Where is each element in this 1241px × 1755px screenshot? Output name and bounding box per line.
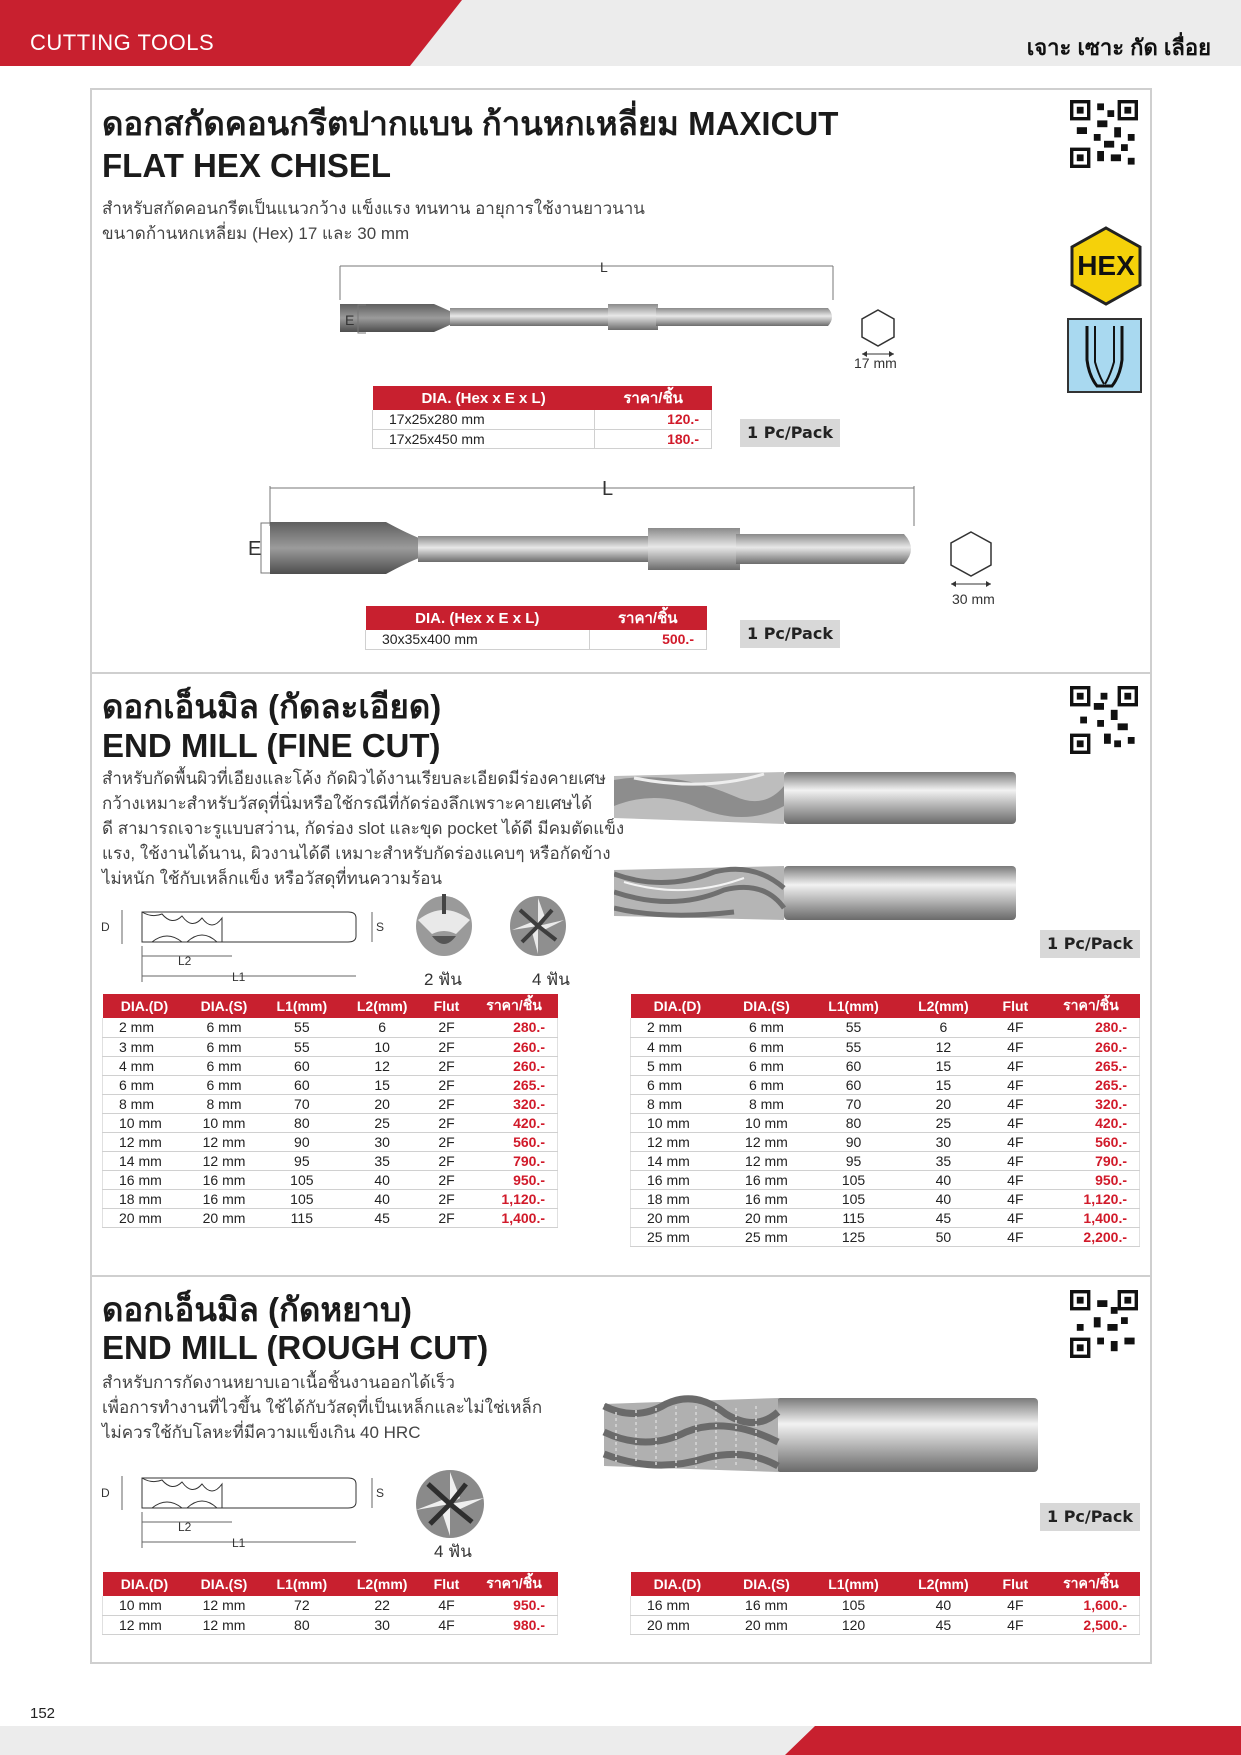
table-row bbox=[631, 1056, 1140, 1075]
table-cell: 105 bbox=[262, 1170, 342, 1189]
table-cell: 115 bbox=[809, 1208, 899, 1227]
price-cell: 1,600.- bbox=[1042, 1596, 1139, 1615]
rough-right-price-table bbox=[630, 1572, 1140, 1635]
table-cell: 55 bbox=[262, 1018, 342, 1037]
table-cell: 20 mm bbox=[724, 1615, 808, 1634]
price-cell: 260.- bbox=[471, 1056, 558, 1075]
price-cell: 790.- bbox=[471, 1151, 558, 1170]
table-cell: 105 bbox=[809, 1189, 899, 1208]
price-cell: 260.- bbox=[1042, 1037, 1139, 1056]
table-cell: 4F bbox=[988, 1075, 1042, 1094]
header-subtitle: เจาะ เซาะ กัด เลื่อย bbox=[1026, 35, 1211, 60]
table-cell: 95 bbox=[262, 1151, 342, 1170]
table-cell: 10 mm bbox=[103, 1596, 187, 1615]
table-row: 17x25x280 mm 120.- bbox=[373, 410, 712, 429]
table-cell: 4 mm bbox=[631, 1037, 725, 1056]
flute-4-label: 4 ฟัน bbox=[532, 970, 570, 989]
price-cell: 260.- bbox=[471, 1037, 558, 1056]
table-cell: 6 bbox=[342, 1018, 422, 1037]
table-cell: 6 mm bbox=[186, 1018, 261, 1037]
table-cell: 40 bbox=[898, 1596, 988, 1615]
table-cell: 22 bbox=[342, 1596, 422, 1615]
table-cell: 6 mm bbox=[724, 1037, 808, 1056]
table-cell: 4F bbox=[988, 1208, 1042, 1227]
col-l1-header: L1(mm) bbox=[262, 994, 342, 1018]
table-cell: 6 bbox=[898, 1018, 988, 1037]
flute-4-photo bbox=[506, 890, 570, 958]
price-cell: 1,120.- bbox=[471, 1189, 558, 1208]
table-cell: 4F bbox=[988, 1132, 1042, 1151]
chisel-large-L-label: L bbox=[602, 478, 614, 500]
table-cell: 2F bbox=[422, 1113, 470, 1132]
table-cell: 55 bbox=[809, 1018, 899, 1037]
dim-L2-label: L2 bbox=[178, 954, 192, 968]
table-cell: 12 mm bbox=[186, 1615, 261, 1634]
col-dia-d-header: DIA.(D) bbox=[631, 1572, 725, 1596]
table-row bbox=[103, 1189, 558, 1208]
table-cell: 105 bbox=[262, 1189, 342, 1208]
table-cell: 45 bbox=[342, 1208, 422, 1227]
table-cell: 80 bbox=[262, 1113, 342, 1132]
table-cell: 2F bbox=[422, 1018, 470, 1037]
col-l2-header: L2(mm) bbox=[342, 994, 422, 1018]
col-dia-d-header: DIA.(D) bbox=[103, 1572, 187, 1596]
dim-S-label: S bbox=[376, 1486, 385, 1500]
chisel-small-drawing bbox=[338, 256, 838, 356]
endmill-2f-photo bbox=[614, 766, 1018, 828]
table-cell: 12 mm bbox=[186, 1132, 261, 1151]
table-cell: 10 mm bbox=[103, 1113, 187, 1132]
table-cell: 4F bbox=[988, 1056, 1042, 1075]
table-row bbox=[631, 1151, 1140, 1170]
table-cell: 4F bbox=[988, 1037, 1042, 1056]
table-row: 30x35x400 mm 500.- bbox=[366, 630, 707, 649]
col-l1-header: L1(mm) bbox=[809, 1572, 899, 1596]
table-cell: 95 bbox=[809, 1151, 899, 1170]
col-l1-header: L1(mm) bbox=[809, 994, 899, 1018]
table-cell: 2F bbox=[422, 1132, 470, 1151]
table-cell: 2F bbox=[422, 1075, 470, 1094]
flute-4-rough-photo bbox=[410, 1464, 490, 1540]
table-cell: 105 bbox=[809, 1170, 899, 1189]
table-row bbox=[631, 1596, 1140, 1615]
table-cell: 6 mm bbox=[724, 1018, 808, 1037]
table-cell: 8 mm bbox=[631, 1094, 725, 1113]
section-divider bbox=[90, 1275, 1152, 1277]
table-cell: 40 bbox=[342, 1189, 422, 1208]
table-cell: 45 bbox=[898, 1615, 988, 1634]
col-dia-d-header: DIA.(D) bbox=[631, 994, 725, 1018]
table-cell: 2 mm bbox=[631, 1018, 725, 1037]
table-cell: 2F bbox=[422, 1189, 470, 1208]
price-cell: 950.- bbox=[471, 1170, 558, 1189]
col-dia-s-header: DIA.(S) bbox=[724, 1572, 808, 1596]
chisel-17-pack-badge: 1 Pc/Pack bbox=[740, 419, 840, 447]
table-cell: 12 mm bbox=[724, 1151, 808, 1170]
table-row bbox=[103, 1056, 558, 1075]
table-cell: 16 mm bbox=[724, 1189, 808, 1208]
hex-section-large-icon bbox=[948, 530, 994, 590]
chisel-large-drawing bbox=[268, 474, 918, 604]
table-row bbox=[103, 1170, 558, 1189]
table-row bbox=[103, 1208, 558, 1227]
chisel-small-L-label: L bbox=[600, 259, 608, 275]
table-cell: 18 mm bbox=[103, 1189, 187, 1208]
col-price-header: ราคา/ชิ้น bbox=[595, 386, 712, 410]
col-dia-header: DIA. (Hex x E x L) bbox=[366, 606, 590, 630]
chisel-large-E-label: E bbox=[248, 538, 262, 560]
table-cell: 16 mm bbox=[724, 1170, 808, 1189]
table-cell: 8 mm bbox=[724, 1094, 808, 1113]
table-cell: 60 bbox=[262, 1075, 342, 1094]
table-cell: 4F bbox=[988, 1615, 1042, 1634]
chisel-desc-1: สำหรับสกัดคอนกรีตเป็นแนวกว้าง แข็งแรง ทนทาน อายุการใช้งานยาวนาน bbox=[102, 199, 645, 218]
table-cell: 30 bbox=[342, 1132, 422, 1151]
table-cell: 4F bbox=[422, 1596, 470, 1615]
table-row bbox=[631, 1037, 1140, 1056]
table-cell: 4F bbox=[988, 1151, 1042, 1170]
table-cell: 6 mm bbox=[631, 1075, 725, 1094]
price-cell: 1,120.- bbox=[1042, 1189, 1139, 1208]
col-price-header: ราคา/ชิ้น bbox=[1042, 1572, 1139, 1596]
col-price-header: ราคา/ชิ้น bbox=[471, 1572, 558, 1596]
table-cell: 20 mm bbox=[724, 1208, 808, 1227]
price-cell: 950.- bbox=[1042, 1170, 1139, 1189]
table-cell: 72 bbox=[262, 1596, 342, 1615]
table-cell: 4F bbox=[422, 1615, 470, 1634]
table-cell: 60 bbox=[809, 1075, 899, 1094]
table-cell: 10 mm bbox=[724, 1113, 808, 1132]
col-price-header: ราคา/ชิ้น bbox=[589, 606, 706, 630]
section-divider bbox=[90, 672, 1152, 674]
table-cell: 20 mm bbox=[631, 1615, 725, 1634]
table-cell: 12 mm bbox=[103, 1132, 187, 1151]
table-cell: 70 bbox=[809, 1094, 899, 1113]
fine-desc-2: กว้างเหมาะสำหรับวัสดุที่นิ่มหรือใช้กรณีที่กัดร่องลึกเพราะคายเศษได้ bbox=[102, 794, 593, 813]
chisel-title-thai: ดอกสกัดคอนกรีตปากแบน ก้านหกเหลี่ยม MAXICUT bbox=[102, 105, 839, 142]
chisel-17-price-table bbox=[372, 386, 712, 449]
table-cell: 4F bbox=[988, 1018, 1042, 1037]
table-row bbox=[631, 1018, 1140, 1037]
table-cell: 60 bbox=[262, 1056, 342, 1075]
rough-desc-2: เพื่อการทำงานที่ไวขึ้น ใช้ได้กับวัสดุที่เป็นเหล็กและไม่ใช่เหล็ก bbox=[102, 1398, 543, 1417]
table-cell: 2 mm bbox=[103, 1018, 187, 1037]
table-cell: 4F bbox=[988, 1189, 1042, 1208]
page-number: 152 bbox=[30, 1705, 56, 1722]
table-cell: 20 bbox=[342, 1094, 422, 1113]
table-cell: 6 mm bbox=[724, 1056, 808, 1075]
table-row bbox=[103, 1615, 558, 1634]
price-cell: 320.- bbox=[1042, 1094, 1139, 1113]
table-cell: 18 mm bbox=[631, 1189, 725, 1208]
table-cell: 6 mm bbox=[186, 1075, 261, 1094]
table-cell: 4 mm bbox=[103, 1056, 187, 1075]
price-cell: 420.- bbox=[471, 1113, 558, 1132]
table-cell: 125 bbox=[809, 1227, 899, 1246]
price-cell: 980.- bbox=[471, 1615, 558, 1634]
table-cell: 2F bbox=[422, 1094, 470, 1113]
table-cell: 16 mm bbox=[631, 1170, 725, 1189]
table-row bbox=[631, 1189, 1140, 1208]
table-cell: 8 mm bbox=[103, 1094, 187, 1113]
table-cell: 25 mm bbox=[724, 1227, 808, 1246]
table-cell: 3 mm bbox=[103, 1037, 187, 1056]
table-cell: 15 bbox=[342, 1075, 422, 1094]
table-row bbox=[631, 1075, 1140, 1094]
table-cell: 2F bbox=[422, 1056, 470, 1075]
dim-S-label: S bbox=[376, 920, 385, 934]
table-row bbox=[631, 1227, 1140, 1246]
endmill-4f-photo bbox=[614, 862, 1018, 924]
col-l1-header: L1(mm) bbox=[262, 1572, 342, 1596]
price-cell: 2,500.- bbox=[1042, 1615, 1139, 1634]
table-cell: 6 mm bbox=[186, 1056, 261, 1075]
price-cell: 790.- bbox=[1042, 1151, 1139, 1170]
table-cell: 15 bbox=[898, 1075, 988, 1094]
table-cell: 30 bbox=[898, 1132, 988, 1151]
table-cell: 40 bbox=[342, 1170, 422, 1189]
table-cell: 35 bbox=[898, 1151, 988, 1170]
price-cell: 265.- bbox=[1042, 1056, 1139, 1075]
table-row bbox=[631, 1170, 1140, 1189]
table-cell: 90 bbox=[262, 1132, 342, 1151]
price-cell: 265.- bbox=[1042, 1075, 1139, 1094]
col-l2-header: L2(mm) bbox=[342, 1572, 422, 1596]
table-cell: 20 bbox=[898, 1094, 988, 1113]
chisel-30-pack-badge: 1 Pc/Pack bbox=[740, 620, 840, 648]
table-row bbox=[631, 1615, 1140, 1634]
table-cell: 10 mm bbox=[186, 1113, 261, 1132]
table-cell: 16 mm bbox=[186, 1189, 261, 1208]
table-cell: 6 mm bbox=[724, 1075, 808, 1094]
table-cell: 25 bbox=[898, 1113, 988, 1132]
hex-size-30-label: 30 mm bbox=[952, 591, 995, 607]
rough-desc-1: สำหรับการกัดงานหยาบเอาเนื้อชิ้นงานออกได้เร็ว bbox=[102, 1373, 455, 1392]
dim-L1-label: L1 bbox=[232, 1536, 246, 1550]
table-cell: 4F bbox=[988, 1170, 1042, 1189]
price-cell: 280.- bbox=[471, 1018, 558, 1037]
table-cell: 12 mm bbox=[186, 1151, 261, 1170]
table-cell: 10 mm bbox=[631, 1113, 725, 1132]
table-cell: 16 mm bbox=[103, 1170, 187, 1189]
table-cell: 2F bbox=[422, 1151, 470, 1170]
table-cell: 12 bbox=[898, 1037, 988, 1056]
fine-title-thai: ดอกเอ็นมิล (กัดละเอียด) bbox=[102, 688, 442, 725]
col-flut-header: Flut bbox=[422, 1572, 470, 1596]
table-cell: 40 bbox=[898, 1189, 988, 1208]
footer-red-band bbox=[785, 1726, 1241, 1755]
col-dia-header: DIA. (Hex x E x L) bbox=[373, 386, 595, 410]
table-cell: 25 bbox=[342, 1113, 422, 1132]
col-flut-header: Flut bbox=[422, 994, 470, 1018]
dimension-bracket bbox=[356, 304, 366, 334]
dim-L1-label: L1 bbox=[232, 970, 246, 984]
table-row bbox=[103, 1113, 558, 1132]
table-cell: 16 mm bbox=[186, 1170, 261, 1189]
price-cell: 560.- bbox=[471, 1132, 558, 1151]
table-row bbox=[103, 1132, 558, 1151]
table-row bbox=[103, 1018, 558, 1037]
fine-title-eng: END MILL (FINE CUT) bbox=[102, 727, 441, 764]
table-cell: 15 bbox=[898, 1056, 988, 1075]
table-cell: 80 bbox=[809, 1113, 899, 1132]
chisel-small-E-label: E bbox=[345, 312, 355, 328]
table-cell: 4F bbox=[988, 1094, 1042, 1113]
table-cell: 10 bbox=[342, 1037, 422, 1056]
fine-desc-4: แรง, ใช้งานได้นาน, ผิวงานได้ดี เหมาะสำหรับกัดร่องแคบๆ หรือกัดข้าง bbox=[102, 844, 611, 863]
qr-code-icon bbox=[1070, 1290, 1138, 1358]
col-dia-d-header: DIA.(D) bbox=[103, 994, 187, 1018]
fine-pack-badge: 1 Pc/Pack bbox=[1040, 930, 1140, 958]
table-cell: 8 mm bbox=[186, 1094, 261, 1113]
table-cell: 20 mm bbox=[186, 1208, 261, 1227]
table-cell: 12 mm bbox=[724, 1132, 808, 1151]
dimension-bracket bbox=[258, 522, 270, 574]
chisel-title-eng: FLAT HEX CHISEL bbox=[102, 147, 392, 184]
rough-pack-badge: 1 Pc/Pack bbox=[1040, 1503, 1140, 1531]
table-cell: 50 bbox=[898, 1227, 988, 1246]
table-cell: 70 bbox=[262, 1094, 342, 1113]
price-cell: 1,400.- bbox=[471, 1208, 558, 1227]
table-cell: 25 mm bbox=[631, 1227, 725, 1246]
price-cell: 280.- bbox=[1042, 1018, 1139, 1037]
rough-left-price-table bbox=[102, 1572, 558, 1635]
table-cell: 80 bbox=[262, 1615, 342, 1634]
flat-chisel-tip-icon bbox=[1067, 318, 1142, 393]
table-cell: 55 bbox=[809, 1037, 899, 1056]
table-cell: 35 bbox=[342, 1151, 422, 1170]
table-cell: 12 mm bbox=[103, 1615, 187, 1634]
hex-section-small-icon bbox=[858, 308, 898, 360]
price-cell: 950.- bbox=[471, 1596, 558, 1615]
col-dia-s-header: DIA.(S) bbox=[186, 1572, 261, 1596]
table-row bbox=[103, 1037, 558, 1056]
chisel-30-price-table bbox=[365, 606, 707, 650]
fine-desc-5: ไม่หนัก ใช้กับเหล็กแข็ง หรือวัสดุที่ทนความร้อน bbox=[102, 869, 443, 888]
table-cell: 6 mm bbox=[186, 1037, 261, 1056]
table-cell: 12 mm bbox=[186, 1596, 261, 1615]
dim-L2-label: L2 bbox=[178, 1520, 192, 1534]
table-cell: 20 mm bbox=[631, 1208, 725, 1227]
table-cell: 5 mm bbox=[631, 1056, 725, 1075]
table-cell: 105 bbox=[809, 1596, 899, 1615]
endmill-rough-diagram bbox=[112, 1472, 392, 1554]
col-price-header: ราคา/ชิ้น bbox=[471, 994, 558, 1018]
table-cell: 6 mm bbox=[103, 1075, 187, 1094]
table-row bbox=[103, 1075, 558, 1094]
fine-4f-price-table bbox=[630, 994, 1140, 1247]
table-cell: 30 bbox=[342, 1615, 422, 1634]
table-row bbox=[103, 1151, 558, 1170]
col-dia-s-header: DIA.(S) bbox=[186, 994, 261, 1018]
col-flut-header: Flut bbox=[988, 994, 1042, 1018]
endmill-rough-photo bbox=[596, 1392, 1040, 1478]
dim-D-label: D bbox=[101, 1486, 110, 1500]
table-cell: 2F bbox=[422, 1208, 470, 1227]
table-cell: 2F bbox=[422, 1170, 470, 1189]
price-cell: 265.- bbox=[471, 1075, 558, 1094]
qr-code-icon bbox=[1070, 100, 1138, 168]
table-cell: 2F bbox=[422, 1037, 470, 1056]
table-cell: 45 bbox=[898, 1208, 988, 1227]
table-row bbox=[631, 1094, 1140, 1113]
table-cell: 20 mm bbox=[103, 1208, 187, 1227]
table-cell: 4F bbox=[988, 1113, 1042, 1132]
rough-desc-3: ไม่ควรใช้กับโลหะที่มีความแข็งเกิน 40 HRC bbox=[102, 1423, 421, 1442]
chisel-desc-2: ขนาดก้านหกเหลี่ยม (Hex) 17 และ 30 mm bbox=[102, 224, 410, 243]
table-cell: 90 bbox=[809, 1132, 899, 1151]
flute-4-rough-label: 4 ฟัน bbox=[434, 1542, 472, 1561]
table-cell: 12 bbox=[342, 1056, 422, 1075]
flute-2-photo bbox=[412, 890, 476, 958]
dim-D-label: D bbox=[101, 920, 110, 934]
table-cell: 12 mm bbox=[631, 1132, 725, 1151]
price-cell: 420.- bbox=[1042, 1113, 1139, 1132]
table-cell: 55 bbox=[262, 1037, 342, 1056]
fine-desc-1: สำหรับกัดพื้นผิวที่เอียงและโค้ง กัดผิวได้งานเรียบละเอียดมีร่องคายเศษ bbox=[102, 769, 606, 788]
rough-title-thai: ดอกเอ็นมิล (กัดหยาบ) bbox=[102, 1291, 412, 1328]
price-cell: 320.- bbox=[471, 1094, 558, 1113]
table-cell: 16 mm bbox=[724, 1596, 808, 1615]
table-cell: 115 bbox=[262, 1208, 342, 1227]
flute-2-label: 2 ฟัน bbox=[424, 970, 462, 989]
table-cell: 40 bbox=[898, 1170, 988, 1189]
table-cell: 60 bbox=[809, 1056, 899, 1075]
price-cell: 2,200.- bbox=[1042, 1227, 1139, 1246]
col-l2-header: L2(mm) bbox=[898, 994, 988, 1018]
fine-2f-price-table bbox=[102, 994, 558, 1228]
header-title: CUTTING TOOLS bbox=[30, 30, 215, 55]
qr-code-icon bbox=[1070, 686, 1138, 754]
col-l2-header: L2(mm) bbox=[898, 1572, 988, 1596]
col-price-header: ราคา/ชิ้น bbox=[1042, 994, 1139, 1018]
table-row bbox=[631, 1132, 1140, 1151]
table-cell: 4F bbox=[988, 1596, 1042, 1615]
hex-badge-label: HEX bbox=[1077, 250, 1135, 281]
price-cell: 1,400.- bbox=[1042, 1208, 1139, 1227]
table-row: 17x25x450 mm 180.- bbox=[373, 429, 712, 448]
table-cell: 14 mm bbox=[631, 1151, 725, 1170]
col-flut-header: Flut bbox=[988, 1572, 1042, 1596]
table-cell: 16 mm bbox=[631, 1596, 725, 1615]
col-dia-s-header: DIA.(S) bbox=[724, 994, 808, 1018]
hex-size-17-label: 17 mm bbox=[854, 355, 897, 371]
table-cell: 4F bbox=[988, 1227, 1042, 1246]
table-row bbox=[631, 1208, 1140, 1227]
rough-title-eng: END MILL (ROUGH CUT) bbox=[102, 1329, 489, 1366]
fine-desc-3: ดี สามารถเจาะรูแบบสว่าน, กัดร่อง slot และขุด pocket ได้ดี มีคมตัดแข็ง bbox=[102, 819, 625, 838]
table-row bbox=[631, 1113, 1140, 1132]
table-row bbox=[103, 1596, 558, 1615]
table-cell: 120 bbox=[809, 1615, 899, 1634]
price-cell: 560.- bbox=[1042, 1132, 1139, 1151]
table-row bbox=[103, 1094, 558, 1113]
table-cell: 14 mm bbox=[103, 1151, 187, 1170]
endmill-fine-diagram bbox=[112, 906, 392, 988]
